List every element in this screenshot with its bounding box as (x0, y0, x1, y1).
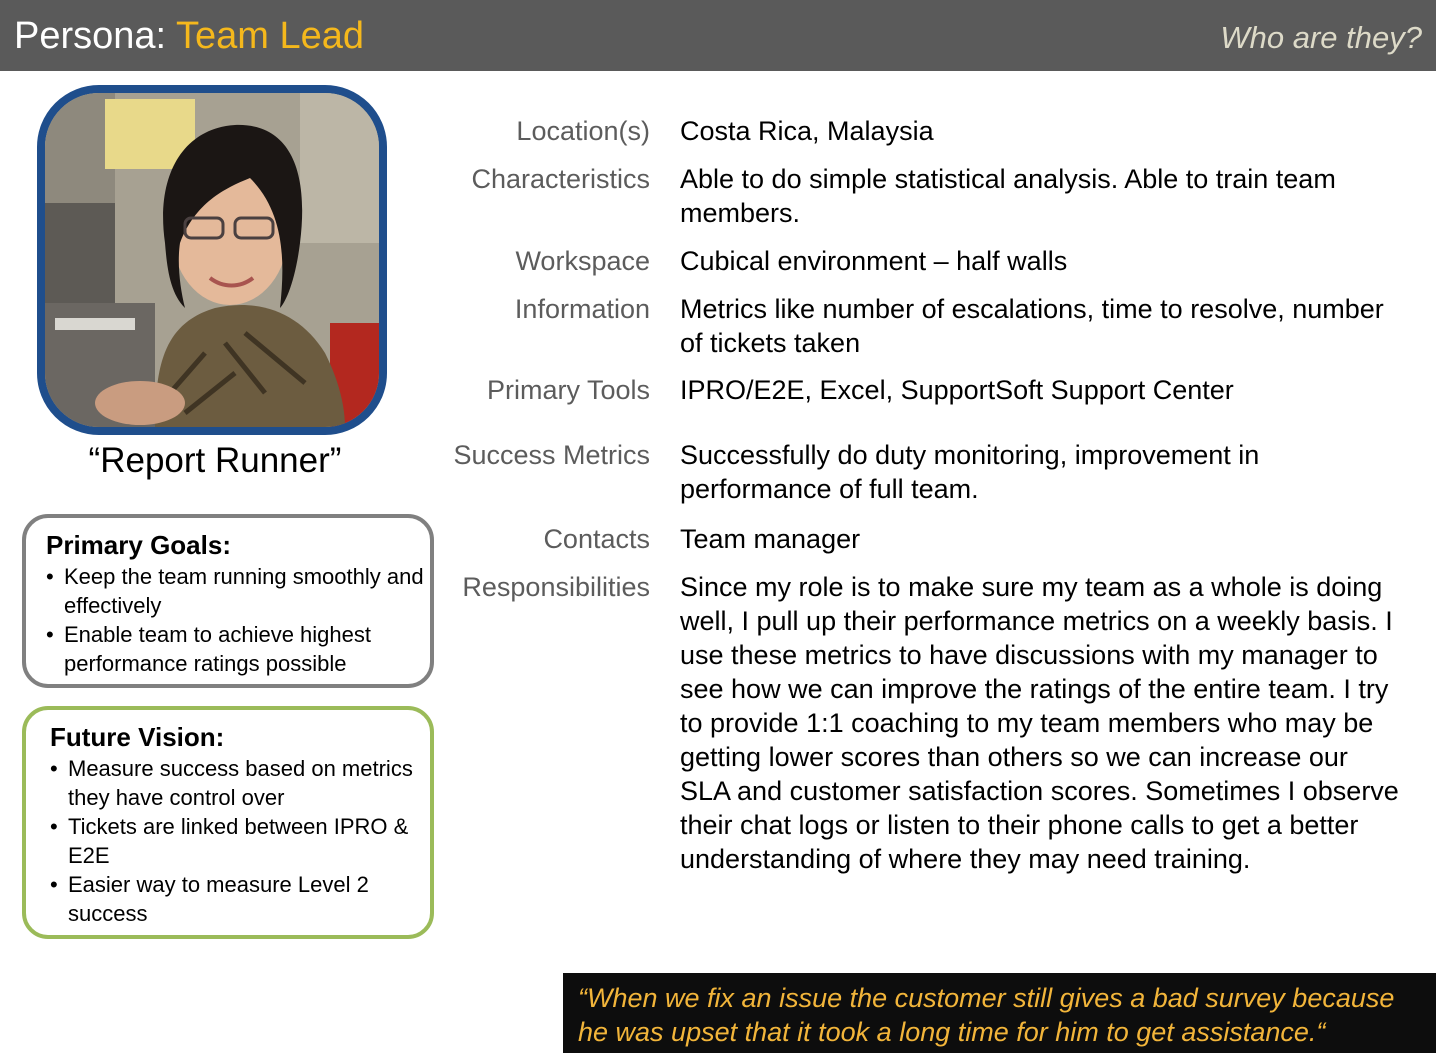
list-item: • Enable team to achieve highest performance ratings possible (46, 620, 426, 678)
list-item: • Keep the team running smoothly and effectively (46, 562, 426, 620)
primary-goals-list (46, 562, 426, 678)
list-item: • Measure success based on metrics they have control over (50, 754, 430, 812)
header-tagline: Who are they? (1220, 20, 1422, 55)
detail-value: Costa Rica, Malaysia (680, 116, 934, 146)
detail-label: Contacts (543, 524, 650, 554)
detail-value: Team manager (680, 524, 861, 554)
detail-value: IPRO/E2E, Excel, SupportSoft Support Center (680, 375, 1234, 405)
future-vision-heading: Future Vision: (50, 722, 225, 752)
future-vision-list (50, 754, 430, 928)
list-item: • Tickets are linked between IPRO & E2E (50, 812, 430, 870)
detail-value: Since my role is to make sure my team as a whole is doing well, I pull up their performance metrics on a weekly basis. I use these metrics to have discussions with my manager to see how we can improve the ratings of the entire team. I try to provide 1:1 coaching to my team members who may be getting lower scores than others so we can increase our SLA and customer satisfaction scores. Sometimes I observe their chat logs or listen to their phone calls to get a better understanding of where they may need training. (680, 572, 1399, 874)
primary-goals-box (22, 514, 434, 688)
primary-goals-heading: Primary Goals: (46, 530, 231, 560)
customer-quote-box (563, 973, 1436, 1053)
title-prefix: Persona: (14, 15, 176, 57)
portrait-photo-icon (45, 93, 379, 427)
persona-photo (37, 85, 387, 435)
future-vision-box (22, 706, 434, 939)
detail-label: Characteristics (471, 164, 650, 194)
detail-label: Location(s) (516, 116, 650, 146)
persona-role: Team Lead (175, 15, 364, 57)
detail-label: Workspace (515, 246, 650, 276)
detail-label: Information (514, 294, 650, 324)
header-bar (0, 0, 1436, 71)
detail-label: Success Metrics (453, 440, 650, 470)
list-item: • Easier way to measure Level 2 success (50, 870, 430, 928)
persona-nickname: “Report Runner” (88, 441, 342, 480)
detail-value: Metrics like number of escalations, time to resolve, number of tickets taken (680, 294, 1384, 358)
page-title (14, 14, 364, 58)
detail-value: Able to do simple statistical analysis. Able to train team members. (680, 164, 1336, 228)
detail-value: Successfully do duty monitoring, improvement in performance of full team. (680, 440, 1260, 504)
detail-value: Cubical environment – half walls (680, 246, 1068, 276)
detail-label: Responsibilities (462, 572, 650, 602)
detail-label: Primary Tools (486, 375, 650, 405)
customer-quote: “When we fix an issue the customer still gives a bad survey because he was upset that it took a long time for him to get assistance.“ (578, 983, 1395, 1047)
